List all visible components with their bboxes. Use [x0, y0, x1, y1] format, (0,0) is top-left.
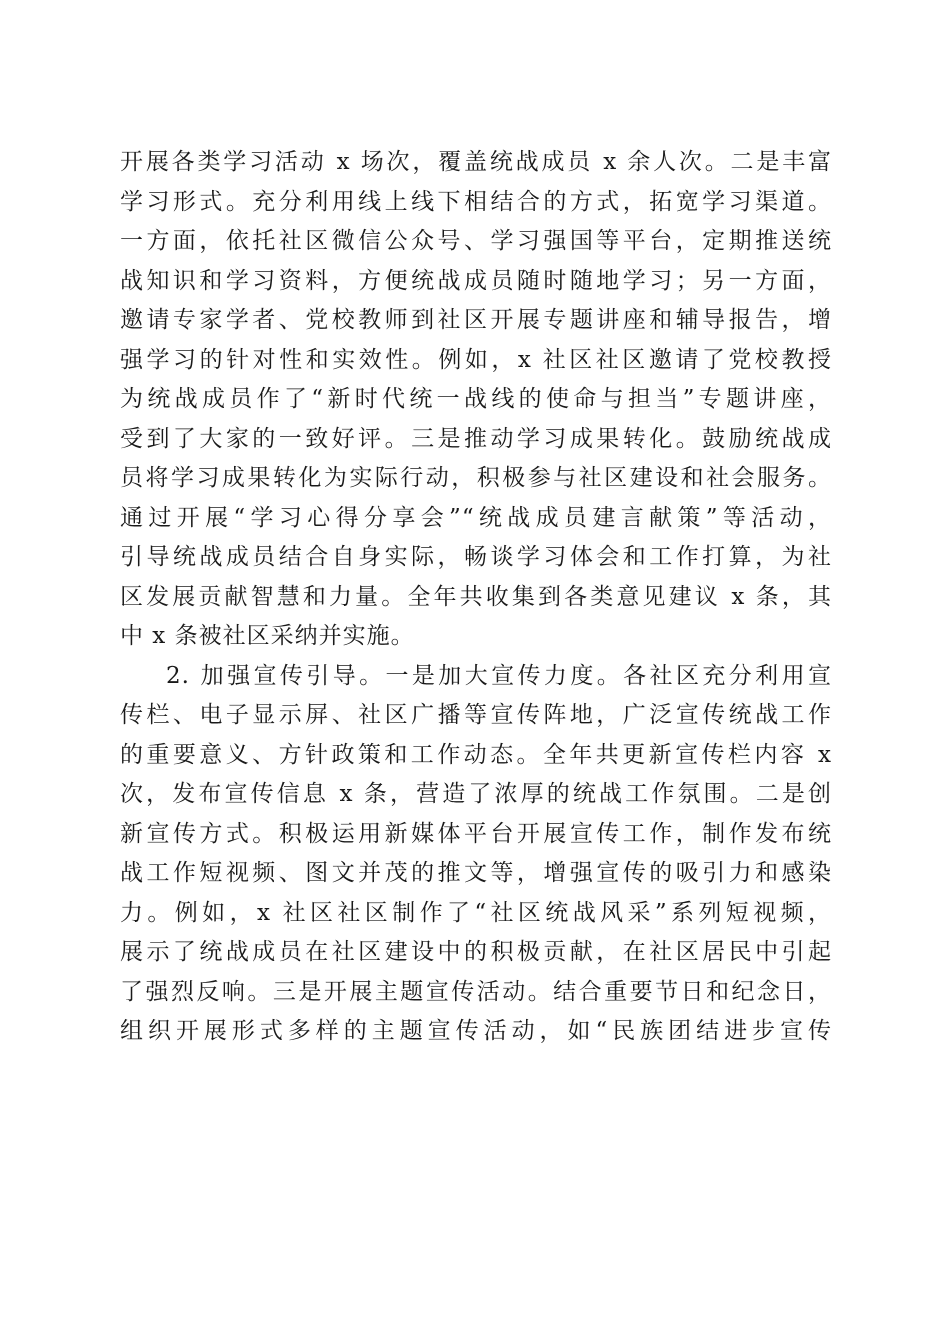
text-line: 了强烈反响。三是开展主题宣传活动。结合重要节日和纪念日， [120, 978, 832, 1005]
text-line: 员将学习成果转化为实际行动，积极参与社区建设和社会服务。 [120, 465, 832, 491]
text-line: 新宣传方式。积极运用新媒体平台开展宣传工作，制作发布统 [120, 820, 832, 847]
text-line: 开展各类学习活动 x 场次，覆盖统战成员 x 余人次。二是丰富 [120, 149, 832, 175]
text-line: 通过开展“学习心得分享会”“统战成员建言献策”等活动， [120, 504, 832, 531]
text-line: 受到了大家的一致好评。三是推动学习成果转化。鼓励统战成 [120, 425, 832, 452]
paragraph-2 [120, 657, 832, 1052]
paragraph-1 [120, 143, 832, 657]
text-line: 为统战成员作了“新时代统一战线的使命与担当”专题讲座， [120, 386, 832, 412]
text-line: 力。例如，x 社区社区制作了“社区统战风采”系列短视频， [120, 899, 832, 926]
text-line: 区发展贡献智慧和力量。全年共收集到各类意见建议 x 条，其 [120, 583, 832, 610]
document-body [120, 143, 832, 1052]
text-line: 战知识和学习资料，方便统战成员随时随地学习；另一方面， [120, 267, 832, 294]
text-line: 的重要意义、方针政策和工作动态。全年共更新宣传栏内容 x [120, 741, 832, 768]
text-line: 强学习的针对性和实效性。例如，x 社区社区邀请了党校教授 [120, 346, 832, 373]
text-line: 一方面，依托社区微信公众号、学习强国等平台，定期推送统 [120, 228, 832, 254]
text-line: 邀请专家学者、党校教师到社区开展专题讲座和辅导报告，增 [120, 307, 832, 333]
text-line: 引导统战成员结合自身实际，畅谈学习体会和工作打算，为社 [120, 544, 832, 570]
text-line: 传栏、电子显示屏、社区广播等宣传阵地，广泛宣传统战工作 [120, 702, 832, 728]
text-line: 次，发布宣传信息 x 条，营造了浓厚的统战工作氛围。二是创 [120, 781, 832, 807]
text-line: 组织开展形式多样的主题宣传活动，如“民族团结进步宣传 [120, 1018, 832, 1044]
text-line: 展示了统战成员在社区建设中的积极贡献，在社区居民中引起 [120, 939, 832, 965]
text-line: 战工作短视频、图文并茂的推文等，增强宣传的吸引力和感染 [120, 860, 832, 886]
text-line: 2. 加强宣传引导。一是加大宣传力度。各社区充分利用宣 [166, 662, 832, 689]
text-line: 中 x 条被社区采纳并实施。 [120, 623, 415, 649]
text-line: 学习形式。充分利用线上线下相结合的方式，拓宽学习渠道。 [120, 188, 832, 215]
